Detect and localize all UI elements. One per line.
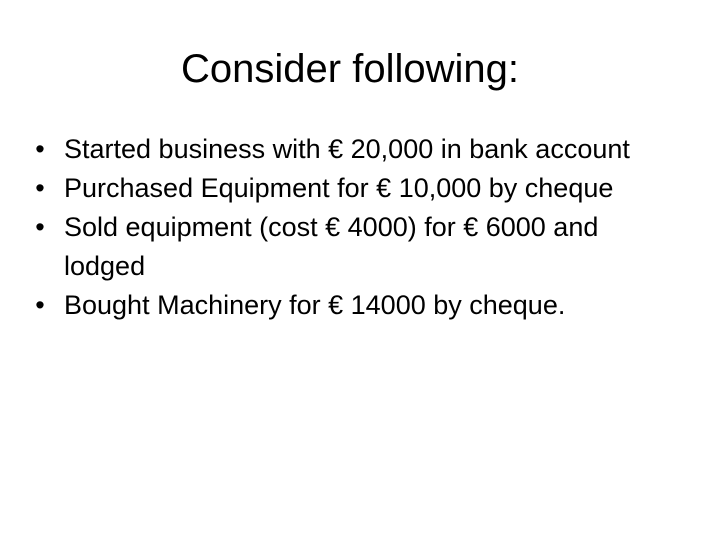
bullet-item (30, 130, 670, 169)
bullet-text: Bought Machinery for € 14000 by cheque. (64, 290, 566, 320)
bullet-icon: • (35, 290, 45, 320)
bullet-item (30, 208, 670, 286)
bullet-item (30, 169, 670, 208)
bullet-text: Sold equipment (cost € 4000) for € 6000 and lodged (64, 212, 599, 281)
bullet-icon: • (35, 173, 45, 203)
bullet-item (30, 286, 670, 325)
bullet-icon: • (35, 212, 45, 242)
bullet-list (30, 130, 670, 325)
bullet-text: Started business with € 20,000 in bank account (64, 134, 630, 164)
bullet-text: Purchased Equipment for € 10,000 by cheque (64, 173, 614, 203)
bullet-icon: • (35, 134, 45, 164)
slide-title: Consider following: (181, 47, 519, 91)
